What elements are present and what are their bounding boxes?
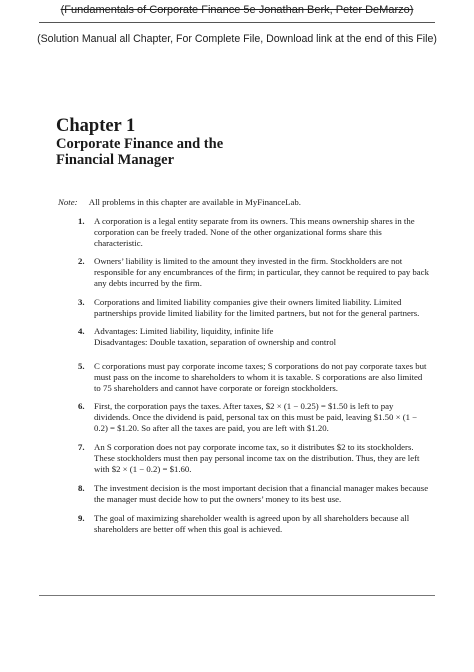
list-item-1 — [78, 216, 438, 250]
item-line: dividends. Once the dividend is paid, personal tax on this must be paid, leaving $1.50 × (1 − — [94, 412, 418, 423]
item-text — [94, 326, 438, 348]
note-label: Note: — [58, 197, 78, 207]
item-line: partnerships provide limited liability for the limited partners, but not for the general partners. — [94, 308, 420, 319]
item-line: Advantages: Limited liability, liquidity, infinite life — [94, 326, 274, 336]
item-line: any debts incurred by the firm. — [94, 278, 202, 289]
item-text — [94, 401, 438, 435]
item-line: A corporation is a legal entity separate from its owners. This means ownership shares in the — [94, 216, 415, 226]
item-line: the manager must decide how to put the owners’ money to its best use. — [94, 494, 342, 505]
item-line: The investment decision is the most important decision that a financial manager makes because — [94, 483, 429, 493]
header-divider — [39, 22, 435, 23]
item-number: 9. — [78, 513, 85, 523]
item-line: The goal of maximizing shareholder wealth is agreed upon by all shareholders because all — [94, 513, 410, 523]
item-line: corporation can be freely traded. None of the other organizational forms share this — [94, 227, 382, 238]
item-line: Disadvantages: Double taxation, separation of ownership and control — [94, 337, 337, 348]
list-item-2 — [78, 256, 438, 290]
list-item-9 — [78, 513, 438, 535]
item-text — [94, 256, 438, 290]
item-number: 8. — [78, 483, 85, 493]
item-number: 6. — [78, 401, 85, 411]
item-number: 5. — [78, 361, 85, 371]
item-text — [94, 442, 438, 476]
list-item-6 — [78, 401, 438, 435]
list-item-8 — [78, 483, 438, 505]
item-line: shareholders are better off when this goal is achieved. — [94, 524, 283, 535]
list-item-5 — [78, 361, 438, 395]
item-line: responsible for any encumbrances of the firm; in particular, they cannot be required to pay back — [94, 267, 429, 278]
item-line: with $2 × (1 − 0.2) = $1.60. — [94, 464, 192, 475]
chapter-title-line-1: Corporate Finance and the — [56, 136, 224, 152]
item-line: Owners’ liability is limited to the amount they invested in the firm. Stockholders are not — [94, 256, 403, 266]
item-number: 4. — [78, 326, 85, 336]
item-line: Corporations and limited liability companies give their owners limited liability. Limited — [94, 297, 402, 307]
chapter-title-line-2: Financial Manager — [56, 152, 175, 168]
list-item-4 — [78, 326, 438, 348]
item-line: characteristic. — [94, 238, 143, 249]
item-text — [94, 361, 438, 395]
list-item-3 — [78, 297, 438, 319]
item-line: An S corporation does not pay corporate income tax, so it distributes $2 to its stockholders. — [94, 442, 414, 452]
item-number: 1. — [78, 216, 85, 226]
list-item-7 — [78, 442, 438, 476]
item-number: 7. — [78, 442, 85, 452]
item-number: 2. — [78, 256, 85, 266]
note — [58, 197, 301, 208]
item-text — [94, 216, 438, 250]
header-title-line: (Fundamentals of Corporate Finance 5e Jonathan Berk, Peter DeMarzo) — [60, 4, 414, 16]
item-line: First, the corporation pays the taxes. After taxes, $2 × (1 − 0.25) = $1.50 is left to pay — [94, 401, 394, 411]
item-line: These stockholders must then pay personal income tax on the distribution. Thus, they are left — [94, 453, 420, 464]
note-text: All problems in this chapter are available in MyFinanceLab. — [88, 197, 301, 207]
item-line: must pass on the income to shareholders to whom it is taxable. S corporations are also limited — [94, 372, 423, 383]
chapter-number: Chapter 1 — [56, 116, 136, 136]
item-line: C corporations must pay corporate income taxes; S corporations do not pay corporate taxes but — [94, 361, 427, 371]
item-text — [94, 297, 438, 319]
header-subtitle-line: (Solution Manual all Chapter, For Complete File, Download link at the end of this File) — [37, 33, 437, 45]
chapter-title — [56, 136, 356, 168]
item-text — [94, 513, 438, 535]
footer-divider — [39, 595, 435, 596]
item-number: 3. — [78, 297, 85, 307]
item-line: 0.2) = $1.20. So after all the taxes are paid, you are left with $1.20. — [94, 423, 329, 434]
item-line: to 75 shareholders and cannot have corporate or foreign stockholders. — [94, 383, 338, 394]
item-text — [94, 483, 438, 505]
